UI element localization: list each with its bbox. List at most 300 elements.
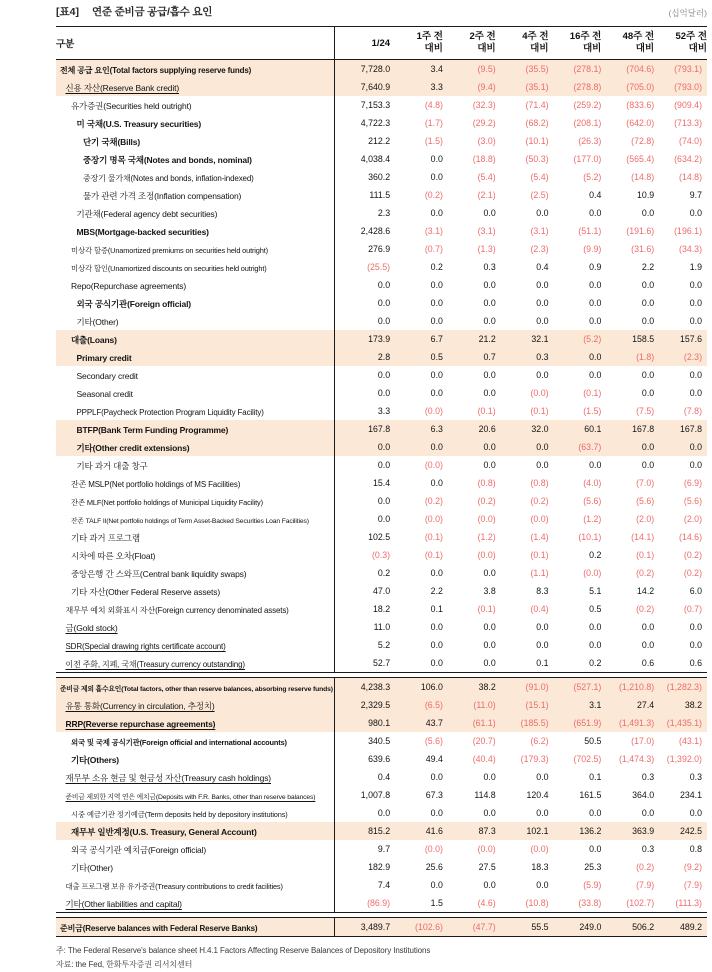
value-cell: (74.0) [679, 136, 702, 146]
value-cell: (5.2) [583, 334, 602, 344]
row-label: 외국 공식기관(Foreign official) [56, 294, 334, 312]
value-cell: 0.0 [589, 208, 602, 218]
table-row [56, 786, 707, 804]
value-cell: (7.9) [636, 880, 655, 890]
value-cell: 0.0 [483, 298, 496, 308]
table-row [56, 654, 707, 673]
value-cell: 0.0 [430, 880, 443, 890]
value-cell: (10.8) [525, 898, 549, 908]
value-cell: (71.4) [525, 100, 549, 110]
row-label: 기타 과거 대출 창구 [56, 456, 334, 474]
value-cell: (2.5) [530, 190, 549, 200]
value-cell: 38.2 [684, 700, 702, 710]
value-cell: (0.1) [583, 388, 602, 398]
row-label: BTFP(Bank Term Funding Programme) [56, 420, 334, 438]
row-label: 기타(Other liabilities and capital) [56, 894, 334, 913]
value-cell: 8.3 [536, 586, 549, 596]
value-cell: (0.8) [530, 478, 549, 488]
value-cell: (72.8) [631, 136, 655, 146]
row-label: 시차에 따른 오차(Float) [56, 546, 334, 564]
value-cell: 0.9 [589, 262, 602, 272]
row-label: 시중 예금기관 정기예금(Term deposits held by depository institutions) [56, 804, 334, 822]
value-cell: 0.3 [641, 772, 655, 782]
value-cell: (17.0) [631, 736, 655, 746]
value-cell: 106.0 [420, 682, 443, 692]
value-cell: (1,491.3) [618, 718, 655, 728]
unit-label: (십억달러) [668, 8, 707, 18]
value-cell: 2,428.6 [360, 226, 391, 236]
value-cell: (1,282.3) [666, 682, 702, 692]
value-cell: (0.2) [636, 604, 655, 614]
value-cell: (0.2) [636, 568, 655, 578]
value-cell: 0.0 [589, 316, 602, 326]
table-row [56, 294, 707, 312]
row-label: 미상각 할증(Unamortized premiums on securities held outright) [56, 240, 334, 258]
value-cell: (0.1) [477, 604, 496, 614]
table-row [56, 168, 707, 186]
value-cell: 3.8 [483, 586, 496, 596]
row-label: 재무부 일반계정(U.S. Treasury, General Account) [56, 822, 334, 840]
value-cell: (0.3) [372, 550, 391, 560]
value-cell: 0.2 [377, 568, 391, 578]
row-label: 중장기 명목 국채(Notes and bonds, nominal) [56, 150, 334, 168]
table-row [56, 768, 707, 786]
table-section-1 [56, 60, 707, 673]
value-cell: 363.9 [632, 826, 655, 836]
value-cell: (3.0) [477, 136, 496, 146]
value-cell: (0.2) [477, 496, 496, 506]
value-cell: 136.2 [579, 826, 602, 836]
row-label: 중장기 물가채(Notes and bonds, inflation-indexed) [56, 168, 334, 186]
value-cell: 0.1 [536, 658, 549, 668]
value-cell: (1.2) [477, 532, 496, 542]
row-label: 유가증권(Securities held outright) [56, 96, 334, 114]
value-cell: (259.2) [573, 100, 602, 110]
value-cell: 0.0 [483, 568, 496, 578]
value-cell: (40.4) [472, 754, 496, 764]
value-cell: 0.0 [430, 640, 443, 650]
value-cell: 212.2 [368, 136, 391, 146]
value-cell: 167.8 [368, 424, 391, 434]
value-cell: (0.0) [424, 406, 443, 416]
value-cell: 43.7 [425, 718, 443, 728]
value-cell: 32.0 [531, 424, 549, 434]
value-cell: (705.0) [626, 82, 655, 92]
value-cell: 0.0 [641, 640, 655, 650]
value-cell: (5.6) [636, 496, 655, 506]
value-cell: 0.0 [689, 808, 702, 818]
value-cell: (0.2) [636, 862, 655, 872]
table-row [56, 402, 707, 420]
value-cell: 2.8 [377, 352, 391, 362]
value-cell: 0.0 [536, 316, 549, 326]
value-cell: (4.6) [477, 898, 496, 908]
row-label: 기관채(Federal agency debt securities) [56, 204, 334, 222]
value-cell: 0.2 [430, 262, 443, 272]
value-cell: (51.1) [578, 226, 602, 236]
value-cell: 0.0 [483, 640, 496, 650]
row-label: 대출 프로그램 보유 유가증권(Treasury contributions to credit facilities) [56, 876, 334, 894]
value-cell: 0.5 [589, 604, 602, 614]
value-cell: (0.8) [477, 478, 496, 488]
value-cell: 50.5 [584, 736, 602, 746]
value-cell: 27.5 [478, 862, 496, 872]
value-cell: (191.6) [626, 226, 655, 236]
value-cell: 3.1 [589, 700, 602, 710]
value-cell: 0.0 [377, 442, 391, 452]
value-cell: 0.0 [430, 622, 443, 632]
table-row [56, 876, 707, 894]
table-figure [56, 4, 707, 972]
value-cell: (0.1) [530, 550, 549, 560]
value-cell: (14.8) [631, 172, 655, 182]
value-cell: (14.1) [631, 532, 655, 542]
value-cell: (5.9) [583, 880, 602, 890]
value-cell: 0.0 [430, 808, 443, 818]
value-cell: (7.0) [636, 478, 655, 488]
value-cell: 0.0 [536, 298, 549, 308]
value-cell: 489.2 [679, 922, 702, 932]
value-cell: (10.1) [525, 136, 549, 146]
table-row [56, 438, 707, 456]
value-cell: (527.1) [573, 682, 602, 692]
value-cell: 111.5 [369, 190, 391, 200]
value-cell: 0.0 [536, 808, 549, 818]
value-cell: (185.5) [520, 718, 549, 728]
value-cell: 0.0 [430, 568, 443, 578]
value-cell: (6.2) [530, 736, 549, 746]
value-cell: (1.8) [636, 352, 655, 362]
value-cell: 6.0 [689, 586, 702, 596]
col-header-comp-6: 52주 전 대비 [675, 31, 707, 54]
value-cell: 87.3 [478, 826, 496, 836]
value-cell: 0.0 [589, 808, 602, 818]
value-cell: 0.0 [641, 316, 655, 326]
value-cell: 0.0 [377, 280, 391, 290]
col-header-comp-5: 48주 전 대비 [622, 31, 655, 54]
title-bar [56, 4, 707, 19]
value-cell: 0.0 [641, 460, 655, 470]
value-cell: (9.2) [683, 862, 702, 872]
value-cell: (0.2) [424, 496, 443, 506]
value-cell: 0.0 [483, 808, 496, 818]
value-cell: 0.0 [483, 658, 496, 668]
row-label: 기타(Other) [56, 312, 334, 330]
value-cell: 27.4 [637, 700, 655, 710]
value-cell: 0.0 [430, 208, 443, 218]
row-label: 잔존 MSLP(Net portfolio holdings of MS Facilities) [56, 474, 334, 492]
row-label: 대출(Loans) [56, 330, 334, 348]
value-cell: (14.6) [679, 532, 702, 542]
value-cell: (651.9) [573, 718, 602, 728]
value-cell: (32.3) [472, 100, 496, 110]
table-row [56, 150, 707, 168]
value-cell: 0.0 [483, 316, 496, 326]
value-cell: 4,038.4 [360, 154, 391, 164]
table-row [56, 750, 707, 768]
value-cell: (278.8) [573, 82, 602, 92]
value-cell: 47.0 [372, 586, 391, 596]
row-label: 금(Gold stock) [56, 618, 334, 636]
value-cell: 5.1 [589, 586, 602, 596]
value-cell: 360.2 [368, 172, 391, 182]
value-cell: 242.5 [679, 826, 702, 836]
value-cell: 2.3 [377, 208, 391, 218]
value-cell: (26.3) [578, 136, 602, 146]
value-cell: (6.9) [683, 478, 702, 488]
value-cell: 173.9 [368, 334, 391, 344]
value-cell: 167.8 [679, 424, 702, 434]
value-cell: 55.5 [531, 922, 549, 932]
value-cell: (102.7) [626, 898, 655, 908]
table-row [56, 528, 707, 546]
value-cell: 0.0 [689, 460, 702, 470]
value-cell: 4,722.3 [360, 118, 391, 128]
value-cell: (5.4) [530, 172, 549, 182]
value-cell: 0.4 [589, 190, 602, 200]
table-row [56, 204, 707, 222]
value-cell: 15.4 [372, 478, 391, 488]
value-cell: (6.5) [424, 700, 443, 710]
row-label: 준비금 제외 흡수요인(Total factors, other than reserve balances, absorbing reserve funds) [56, 678, 334, 697]
value-cell: 0.0 [641, 370, 655, 380]
value-cell: 67.3 [425, 790, 443, 800]
value-cell: (0.0) [424, 514, 443, 524]
value-cell: 9.7 [689, 190, 702, 200]
row-label: 준비금(Reserve balances with Federal Reserve Banks) [56, 918, 334, 937]
value-cell: 3.3 [377, 406, 391, 416]
row-label: 단기 국채(Bills) [56, 132, 334, 150]
value-cell: 157.6 [679, 334, 702, 344]
row-label: Repo(Repurchase agreements) [56, 276, 334, 294]
value-cell: 25.3 [584, 862, 602, 872]
value-cell: (15.1) [525, 700, 549, 710]
value-cell: (4.8) [424, 100, 443, 110]
value-cell: 0.0 [377, 808, 391, 818]
value-cell: 3,489.7 [360, 922, 391, 932]
value-cell: (0.7) [424, 244, 443, 254]
row-label: 신용 자산(Reserve Bank credit) [56, 78, 334, 96]
value-cell: 0.0 [689, 370, 702, 380]
col-header-comp-1: 1주 전 대비 [416, 31, 443, 54]
value-cell: (3.1) [477, 226, 496, 236]
value-cell: 0.0 [689, 316, 702, 326]
row-label: 기타(Other) [56, 858, 334, 876]
value-cell: (35.1) [525, 82, 549, 92]
table-section-3 [56, 917, 707, 937]
value-cell: (5.2) [583, 172, 602, 182]
col-header-comp-2: 2주 전 대비 [469, 31, 496, 54]
value-cell: 18.3 [531, 862, 549, 872]
value-cell: 249.0 [579, 922, 602, 932]
value-cell: (2.0) [683, 514, 702, 524]
row-label: 잔존 MLF(Net portfolio holdings of Municipal Liquidity Facility) [56, 492, 334, 510]
value-cell: 0.0 [589, 370, 602, 380]
value-cell: 7,153.3 [360, 100, 391, 110]
table-row [56, 456, 707, 474]
value-cell: 0.0 [377, 460, 391, 470]
table-row [56, 186, 707, 204]
value-cell: 0.0 [641, 622, 655, 632]
value-cell: 0.0 [483, 370, 496, 380]
value-cell: (9.9) [583, 244, 602, 254]
value-cell: 25.6 [425, 862, 443, 872]
row-label: 이전 주화, 지폐, 국채(Treasury currency outstanding) [56, 654, 334, 673]
table-row [56, 894, 707, 913]
value-cell: 0.0 [641, 208, 655, 218]
value-cell: (0.2) [683, 550, 702, 560]
value-cell: 0.6 [689, 658, 702, 668]
table-title [56, 4, 212, 19]
value-cell: 0.0 [483, 880, 496, 890]
table-row [56, 618, 707, 636]
value-cell: 0.0 [430, 772, 443, 782]
value-cell: (1.2) [583, 514, 602, 524]
value-cell: 2,329.5 [360, 700, 391, 710]
value-cell: (0.0) [424, 844, 443, 854]
value-cell: 49.4 [425, 754, 443, 764]
value-cell: 0.7 [483, 352, 496, 362]
row-label: 미 국채(U.S. Treasury securities) [56, 114, 334, 132]
row-label: 잔존 TALF II(Net portfolio holdings of Term Asset-Backed Securities Loan Facilities) [56, 510, 334, 528]
table-row [56, 918, 707, 937]
value-cell: 5.2 [377, 640, 391, 650]
value-cell: 0.3 [641, 844, 655, 854]
value-cell: 7,640.9 [360, 82, 391, 92]
value-cell: 0.0 [377, 370, 391, 380]
value-cell: 0.0 [689, 280, 702, 290]
value-cell: (25.5) [367, 262, 391, 272]
value-cell: (0.7) [683, 604, 702, 614]
value-cell: (0.2) [683, 568, 702, 578]
row-label: 준비금 제외한 지역 연은 예치금(Deposits with F.R. Banks, other than reserve balances) [56, 786, 334, 804]
value-cell: 32.1 [531, 334, 549, 344]
value-cell: 2.2 [641, 262, 655, 272]
value-cell: 0.0 [536, 280, 549, 290]
value-cell: (111.3) [675, 898, 702, 908]
row-label: 외국 및 국제 공식기관(Foreign official and international accounts) [56, 732, 334, 750]
value-cell: 41.6 [425, 826, 443, 836]
value-cell: (2.3) [683, 352, 702, 362]
value-cell: 3.3 [430, 82, 443, 92]
table-header [56, 26, 707, 60]
value-cell: 0.0 [536, 622, 549, 632]
row-label: 기타(Others) [56, 750, 334, 768]
value-cell: 6.7 [430, 334, 443, 344]
value-cell: (1,392.0) [666, 754, 702, 764]
value-cell: (5.6) [424, 736, 443, 746]
value-cell: (91.0) [525, 682, 549, 692]
value-cell: (909.4) [674, 100, 702, 110]
value-cell: 0.0 [589, 280, 602, 290]
row-label: SDR(Special drawing rights certificate account) [56, 636, 334, 654]
value-cell: 0.5 [430, 352, 443, 362]
footnote-data-source: 자료: the Fed, 한화투자증권 리서치센터 [56, 960, 193, 969]
row-label: 전체 공급 요인(Total factors supplying reserve funds) [56, 60, 334, 78]
value-cell: 0.0 [536, 370, 549, 380]
value-cell: 0.0 [377, 496, 391, 506]
table-row [56, 696, 707, 714]
value-cell: 0.0 [689, 640, 702, 650]
footnotes [56, 944, 707, 972]
value-cell: 0.0 [641, 442, 655, 452]
table-row [56, 804, 707, 822]
value-cell: (3.1) [530, 226, 549, 236]
table-row [56, 258, 707, 276]
value-cell: 0.0 [689, 442, 702, 452]
value-cell: (702.5) [573, 754, 602, 764]
table-row [56, 114, 707, 132]
col-header-comp-4: 16주 전 대비 [569, 31, 602, 54]
value-cell: 38.2 [478, 682, 496, 692]
table-row [56, 636, 707, 654]
value-cell: (3.1) [424, 226, 443, 236]
value-cell: (10.1) [578, 532, 602, 542]
value-cell: (704.6) [626, 64, 655, 74]
table-row [56, 330, 707, 348]
table-row [56, 132, 707, 150]
row-label: Seasonal credit [56, 384, 334, 402]
value-cell: 0.0 [430, 388, 443, 398]
value-cell: 114.8 [474, 790, 496, 800]
row-label: Secondary credit [56, 366, 334, 384]
value-cell: 120.4 [526, 790, 549, 800]
value-cell: 980.1 [368, 718, 391, 728]
value-cell: 0.0 [641, 808, 655, 818]
table-row [56, 96, 707, 114]
row-label: RRP(Reverse repurchase agreements) [56, 714, 334, 732]
table-row [56, 78, 707, 96]
value-cell: 0.0 [689, 622, 702, 632]
value-cell: (1,435.1) [666, 718, 702, 728]
value-cell: 14.2 [637, 586, 655, 596]
value-cell: (34.3) [679, 244, 702, 254]
value-cell: 0.0 [641, 280, 655, 290]
value-cell: (1.5) [583, 406, 602, 416]
value-cell: 0.0 [377, 514, 391, 524]
value-cell: (642.0) [626, 118, 655, 128]
value-cell: 0.0 [377, 388, 391, 398]
value-cell: 0.0 [377, 298, 391, 308]
value-cell: (0.0) [530, 844, 549, 854]
value-cell: 0.2 [589, 550, 602, 560]
value-cell: (179.3) [520, 754, 549, 764]
value-cell: (68.2) [525, 118, 549, 128]
value-cell: 0.0 [483, 442, 496, 452]
value-cell: (2.3) [530, 244, 549, 254]
value-cell: 815.2 [368, 826, 391, 836]
value-cell: (35.5) [525, 64, 549, 74]
value-cell: 0.3 [483, 262, 496, 272]
value-cell: 20.6 [478, 424, 496, 434]
table-row [56, 678, 707, 697]
value-cell: 639.6 [368, 754, 391, 764]
value-cell: (0.1) [636, 550, 655, 560]
value-cell: 0.0 [536, 208, 549, 218]
value-cell: (9.4) [477, 82, 496, 92]
value-cell: 18.2 [372, 604, 391, 614]
value-cell: 0.0 [589, 844, 602, 854]
value-cell: (5.4) [477, 172, 496, 182]
value-cell: 0.0 [430, 442, 443, 452]
value-cell: 11.0 [373, 622, 391, 632]
value-cell: 506.2 [632, 922, 655, 932]
value-cell: (1.1) [530, 568, 549, 578]
value-cell: (7.5) [636, 406, 655, 416]
row-label: 중앙은행 간 스와프(Central bank liquidity swaps) [56, 564, 334, 582]
table-row [56, 582, 707, 600]
value-cell: 182.9 [368, 862, 391, 872]
